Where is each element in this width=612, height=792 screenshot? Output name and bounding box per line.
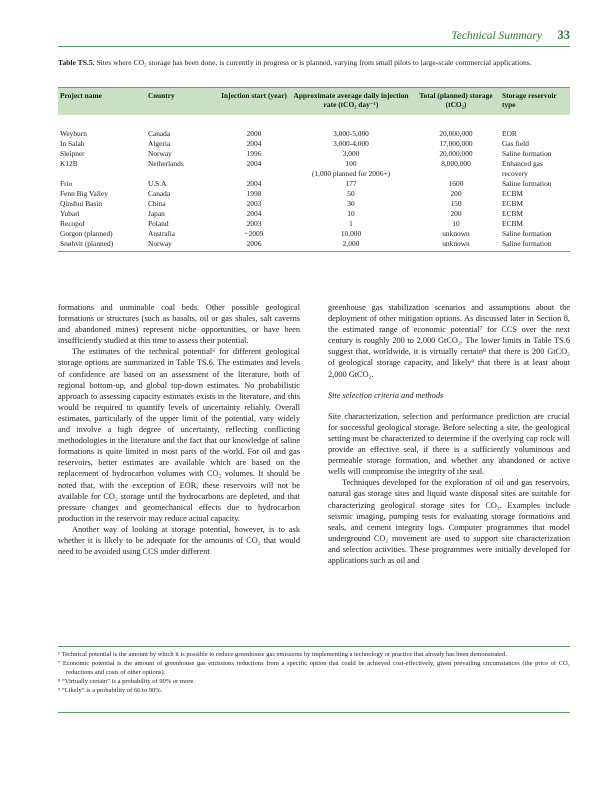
- footer-divider: [58, 712, 570, 713]
- table-row: [58, 179, 570, 189]
- table-caption-text: Sites where CO₂ storage has been done, is currently in progress or is planned, varying from small pilots to large-scale commercial applications.: [96, 58, 532, 67]
- cell-rate: 10,000: [340, 229, 362, 238]
- body-paragraph: Techniques developed for the exploration of oil and gas reservoirs, natural gas storage sites and liquid waste disposal sites are suitable for characterizing geological storage sites for CO₂. Examples include seismic imaging, pumping tests for evaluating storage formations and seals, and cement integrity logs. Computer programmes that model underground CO₂ movement are used to support site characterization and selection activities. These programmes were initially developed for applications such as oil and: [328, 478, 570, 565]
- cell-total: 200: [450, 209, 462, 218]
- table-row: [58, 169, 570, 179]
- header-project: Project name: [58, 88, 146, 116]
- cell-total: [412, 169, 500, 179]
- cell-type: Saline formation: [502, 179, 552, 188]
- cell-start: 2003: [246, 199, 262, 208]
- cell-rate: 10: [347, 209, 355, 218]
- cell-total: 8,000,000: [441, 159, 471, 168]
- table-row: [58, 115, 570, 139]
- body-paragraph: The estimates of the technical potential⁶ for different geological storage options are summarized in Table TS.6. The estimates and levels of confidence are based on an assessment of the literature, both of regional bottom-up, and global top-down estimates. No probabilistic approach to assessing capacity estimates exists in the literature, and this would be required to quantify levels of uncertainty reliably. Overall estimates, particularly of the upper limit of the potential, vary widely and involve a high degree of uncertainty, reflecting conflicting methodologies in the literature and the fact that our knowledge of saline formations is quite limited in most parts of the world. For oil and gas reservoirs, better estimates are available which are based on the replacement of hydrocarbon volumes with CO₂ volumes. It should be noted that, with the exception of EOR, these reservoirs will not be available for CO₂ storage until the hydrocarbons are depleted, and that pressure changes and geomechanical effects due to hydrocarbon production in the reservoir may reduce actual capacity.: [58, 347, 300, 523]
- cell-start: 2004: [246, 179, 262, 188]
- cell-start: 1998: [246, 189, 262, 198]
- cell-project: Weyburn: [60, 129, 87, 138]
- cell-project: Yubari: [60, 209, 80, 218]
- storage-sites-table: [58, 87, 570, 252]
- body-paragraph: greenhouse gas stabilization scenarios and assumptions about the deployment of other mitigation options. As discussed later in Section 8, the estimated range of economic potential⁷ for CCS over the next century is roughly 200 to 2,000 GtCO₂. The lower limits in Table TS.6 suggest that, worldwide, it is virtually certain⁸ that there is 200 GtCO₂ of geological storage capacity, and likely⁹ that there is at least about 2,000 GtCO₂.: [328, 303, 570, 379]
- cell-start: ~2009: [244, 229, 264, 238]
- cell-project: Fenn Big Valley: [60, 189, 108, 198]
- cell-country: Poland: [148, 219, 169, 228]
- cell-type: EOR: [502, 129, 517, 138]
- cell-rate: 177: [345, 179, 357, 188]
- table-row: [58, 139, 570, 149]
- cell-start: 2003: [246, 219, 262, 228]
- cell-rate: 3,000: [342, 149, 360, 158]
- cell-type: Saline formation: [502, 149, 552, 158]
- cell-project: Snøhvit (planned): [58, 239, 146, 252]
- body-paragraph: Site characterization, selection and performance prediction are crucial for successful geological storage. Before selecting a site, the geological setting must be characterized to determine if the overlying cap rock will provide an effective seal, if there is a sufficiently voluminous and permeable storage formation, and whether any abandoned or active wells will compromise the integrity of the seal.: [328, 411, 570, 477]
- cell-rate: (1,000 planned for 2006+): [311, 169, 391, 178]
- cell-start: 2004: [246, 159, 262, 168]
- cell-start: 2000: [246, 129, 262, 138]
- cell-type: Enhanced gas: [502, 159, 543, 168]
- cell-type: Saline formation: [502, 229, 552, 238]
- cell-country: Canada: [148, 129, 171, 138]
- cell-type: Gas field: [502, 139, 529, 148]
- cell-country: Australia: [148, 229, 176, 238]
- cell-total: 10: [452, 219, 460, 228]
- cell-total: 20,000,000: [439, 129, 473, 138]
- cell-rate: 3,000-5,000: [333, 129, 369, 138]
- cell-country: Algeria: [148, 139, 171, 148]
- cell-rate: 1: [349, 219, 353, 228]
- footnote-divider: [58, 646, 570, 647]
- cell-project: Recopol: [60, 219, 85, 228]
- table-row: [58, 239, 570, 252]
- table-header-row: [58, 88, 570, 116]
- table-row: [58, 209, 570, 219]
- cell-country: [146, 169, 218, 179]
- cell-type: ECBM: [502, 199, 523, 208]
- cell-project: Frio: [60, 179, 73, 188]
- cell-project: [58, 169, 146, 179]
- table-row: [58, 149, 570, 159]
- cell-total: 1600: [448, 179, 464, 188]
- cell-start: 1996: [246, 149, 262, 158]
- section-subheading: Site selection criteria and methods: [328, 390, 444, 400]
- footnotes: [58, 650, 570, 695]
- cell-project: K12B: [60, 159, 78, 168]
- header-type: Storage reservoir type: [500, 88, 570, 116]
- cell-project: Sleipner: [60, 149, 85, 158]
- table-row: [58, 219, 570, 229]
- cell-country: Netherlands: [148, 159, 184, 168]
- table-caption: [58, 58, 570, 68]
- cell-type: ECBM: [502, 219, 523, 228]
- cell-rate: 100: [345, 159, 357, 168]
- body-paragraph: Another way of looking at storage potential, however, is to ask whether it is likely to be adequate for the amounts of CO₂ that would need to be avoided using CCS under different: [58, 524, 300, 557]
- header-divider: [58, 46, 570, 47]
- cell-total: 150: [450, 199, 462, 208]
- footnote: ⁹ “Likely” is a probability of 66 to 90%.: [58, 687, 163, 694]
- cell-country: Norway: [148, 149, 172, 158]
- cell-total: 200: [450, 189, 462, 198]
- cell-country: China: [148, 199, 166, 208]
- cell-project: Gorgon (planned): [60, 229, 113, 238]
- cell-total: unknown: [442, 229, 470, 238]
- cell-type: recovery: [502, 169, 528, 178]
- cell-total: unknown: [412, 239, 500, 252]
- cell-rate: 30: [347, 199, 355, 208]
- body-left-column: [58, 302, 300, 557]
- table-row: [58, 159, 570, 169]
- footnote: ⁷ Economic potential is the amount of greenhouse gas emissions reductions from a specific option that could be achieved cost-effectively, given prevailing circumstances (the price of CO₂ reductions and costs of other options).: [58, 660, 570, 676]
- cell-start: 2006: [218, 239, 290, 252]
- cell-rate: 2,000: [290, 239, 412, 252]
- cell-type: ECBM: [502, 189, 523, 198]
- cell-type: ECBM: [502, 209, 523, 218]
- cell-country: Japan: [148, 209, 165, 218]
- cell-total: 20,000,000: [439, 149, 473, 158]
- cell-rate: 50: [347, 189, 355, 198]
- table-row: [58, 199, 570, 209]
- table-row: [58, 229, 570, 239]
- cell-rate: 3,000-4,000: [333, 139, 369, 148]
- footnote: ⁸ “Virtually certain” is a probability of 99% or more.: [58, 678, 195, 685]
- cell-country: Norway: [146, 239, 218, 252]
- footnote: ⁶ Technical potential is the amount by which it is possible to reduce greenhouse gas emissions by implementing a technology or practice that already has been demonstrated.: [58, 651, 507, 658]
- page-number: 33: [557, 28, 570, 42]
- table-row: [58, 189, 570, 199]
- cell-project: In Salah: [60, 139, 85, 148]
- cell-country: U.S.A: [148, 179, 167, 188]
- cell-type: Saline formation: [500, 239, 570, 252]
- body-right-column: [328, 302, 570, 566]
- cell-country: Canada: [148, 189, 171, 198]
- header-rate: Approximate average daily injection rate (tCO₂ day⁻¹): [290, 88, 412, 116]
- body-paragraph: formations and unminable coal beds. Other possible geological formations or structures (such as basalts, oil or gas shales, salt caverns and abandoned mines) represent niche opportunities, or have been insufficiently studied at this time to assess their potential.: [58, 303, 300, 346]
- cell-project: Qinshui Basin: [60, 199, 103, 208]
- cell-start: [218, 169, 290, 179]
- cell-total: 17,000,000: [439, 139, 473, 148]
- header-start: Injection start (year): [218, 88, 290, 116]
- table-caption-label: Table TS.5.: [58, 58, 95, 67]
- cell-start: 2004: [246, 139, 262, 148]
- header-country: Country: [146, 88, 218, 116]
- cell-start: 2004: [246, 209, 262, 218]
- header-total: Total (planned) storage (tCO₂): [412, 88, 500, 116]
- running-header-title: Technical Summary: [451, 30, 542, 42]
